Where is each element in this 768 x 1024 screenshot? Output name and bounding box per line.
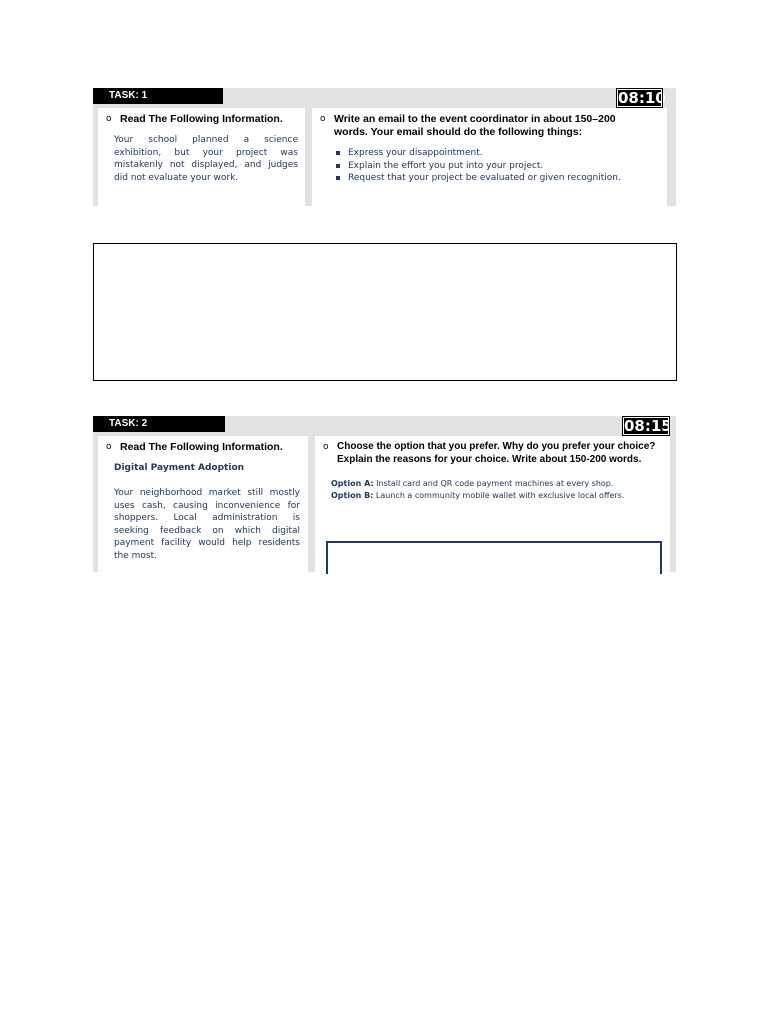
task1-info-card [98, 108, 305, 206]
option-a-text: Install card and QR code payment machines at every shop. [376, 479, 614, 488]
task2-info-text: Your neighborhood market still mostly uses cash, causing inconvenience for shoppers. Local administration is seeking feedback on which digital payment facility would help residents the most. [114, 488, 300, 561]
task1-instructions-bullet: o [320, 114, 326, 124]
task1-requirements-list [334, 147, 659, 185]
task2-label: TASK: 2 [93, 416, 225, 432]
task2-timer: 08:15 [624, 417, 672, 435]
task2-instructions-card [315, 436, 670, 572]
task1-answer-box[interactable] [93, 243, 677, 381]
option-b-text: Launch a community mobile wallet with exclusive local offers. [375, 491, 625, 500]
task2-panel [93, 416, 676, 572]
task1-timer: 08:10 [618, 89, 666, 107]
task2-option-b [331, 490, 661, 502]
option-b-label: Option B: [331, 491, 374, 500]
task2-info-heading: Read The Following Information. [120, 441, 283, 453]
task2-info-bullet: o [106, 442, 112, 452]
square-bullet-icon [336, 164, 340, 168]
task2-answer-box[interactable] [326, 541, 662, 574]
task1-info-text: Your school planned a science exhibition, but your project was mistakenly not displayed, and judges did not evaluate your work. [114, 135, 298, 183]
task1-info-heading: Read The Following Information. [120, 113, 283, 125]
task2-option-a [331, 478, 661, 490]
task1-info-bullet: o [106, 114, 112, 124]
task1-panel [93, 88, 676, 206]
list-item: Explain the effort you put into your project. [334, 160, 659, 173]
task1-label: TASK: 1 [93, 88, 223, 104]
list-item: Request that your project be evaluated or given recognition. [334, 172, 659, 185]
square-bullet-icon [336, 151, 340, 155]
task2-info-card [98, 436, 308, 572]
option-a-label: Option A: [331, 479, 374, 488]
list-item: Express your disappointment. [334, 147, 659, 160]
square-bullet-icon [336, 176, 340, 180]
task2-instructions-bullet: o [323, 442, 329, 452]
task2-instructions-heading: Choose the option that you prefer. Why do you prefer your choice? Explain the reasons for your choice. Write about 150-200 words. [337, 441, 656, 465]
task1-instructions-card [312, 108, 667, 206]
task1-instructions-heading: Write an email to the event coordinator in about 150–200 words. Your email should do the following things: [334, 113, 616, 138]
task2-info-title: Digital Payment Adoption [114, 463, 245, 473]
